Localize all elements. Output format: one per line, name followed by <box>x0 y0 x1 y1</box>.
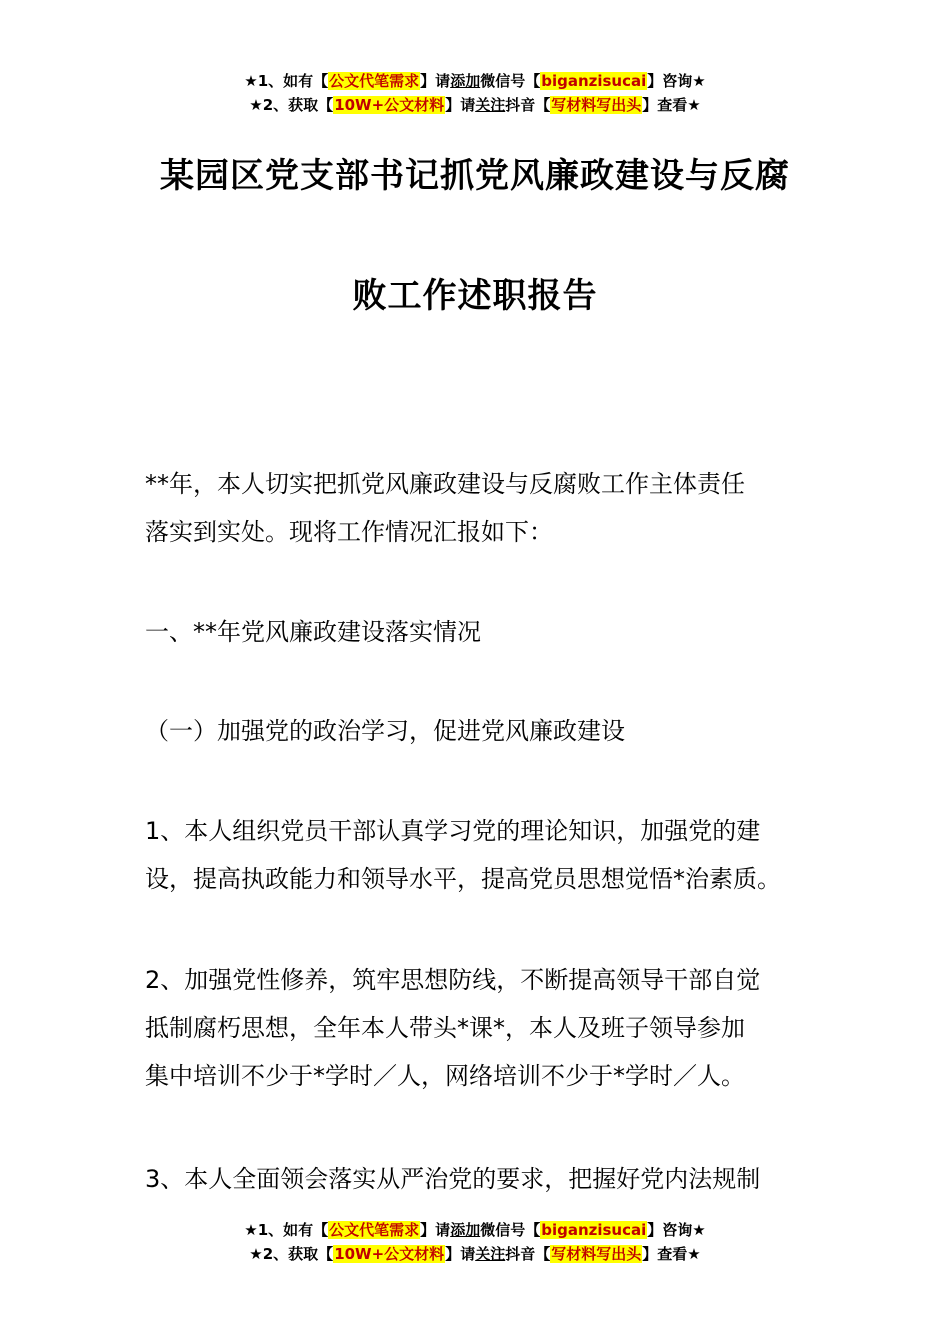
notice-line-1: ★1、如有【公文代笔需求】请添加微信号【biganzisucai】咨询★ <box>244 72 706 90</box>
intro-paragraph: **年，本人切实把抓党风廉政建设与反腐败工作主体责任 落实到实处。现将工作情况汇报如下： <box>145 470 745 546</box>
highlight-materials: 10W+公文材料 <box>334 1245 445 1263</box>
bottom-notice <box>0 1218 950 1266</box>
highlight-douyin: 写材料写出头 <box>551 96 642 114</box>
highlight-douyin: 写材料写出头 <box>551 1245 642 1263</box>
notice-line-2: ★2、获取【10W+公文材料】请关注抖音【写材料写出头】查看★ <box>249 96 701 114</box>
list-item-2: 2、加强党性修养，筑牢思想防线，不断提高领导干部自觉 抵制腐朽思想，全年本人带头*课*，本人及班子领导参加 集中培训不少于*学时／人，网络培训不少于*学时／人。 <box>145 966 761 1090</box>
list-item-3: 3、本人全面领会落实从严治党的要求，把握好党内法规制 <box>145 1165 761 1193</box>
section-heading-1: 一、**年党风廉政建设落实情况 <box>145 618 481 646</box>
notice-line-2: ★2、获取【10W+公文材料】请关注抖音【写材料写出头】查看★ <box>249 1245 701 1263</box>
top-notice <box>0 69 950 117</box>
page-title-line-1: 某园区党支部书记抓党风廉政建设与反腐 <box>160 156 790 196</box>
highlight-wechat-id: biganzisucai <box>541 1221 647 1239</box>
highlight-service: 公文代笔需求 <box>329 72 420 90</box>
highlight-wechat-id: biganzisucai <box>541 72 647 90</box>
highlight-service: 公文代笔需求 <box>329 1221 420 1239</box>
highlight-materials: 10W+公文材料 <box>334 96 445 114</box>
notice-line-1: ★1、如有【公文代笔需求】请添加微信号【biganzisucai】咨询★ <box>244 1221 706 1239</box>
page-title-line-2: 败工作述职报告 <box>352 276 598 316</box>
subsection-heading-1: （一）加强党的政治学习，促进党风廉政建设 <box>145 717 625 745</box>
list-item-1: 1、本人组织党员干部认真学习党的理论知识，加强党的建 设，提高执政能力和领导水平，提高党员思想觉悟*治素质。 <box>145 817 781 893</box>
